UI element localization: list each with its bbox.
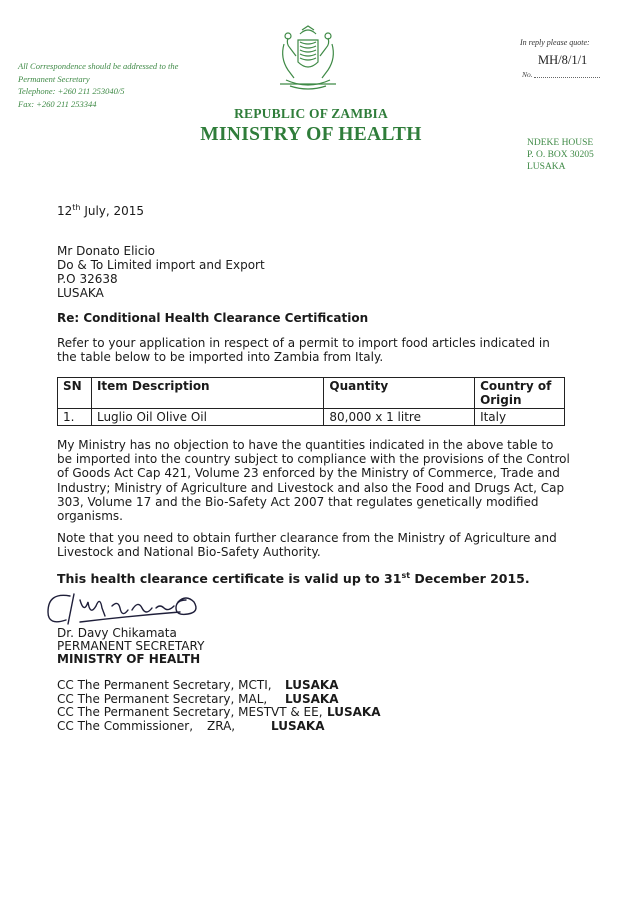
correspondence-line: All Correspondence should be addressed to the: [18, 61, 179, 71]
signer-name: Dr. Davy Chikamata: [57, 626, 177, 640]
recipient-line: LUSAKA: [57, 286, 104, 300]
cc-recipient: CC The Commissioner,: [57, 718, 194, 733]
validity-text: This health clearance certificate is valid up to 31: [57, 571, 402, 586]
signer-title: PERMANENT SECRETARY: [57, 639, 205, 653]
recipient-address: [57, 244, 572, 300]
reference-number: MH/8/1/1: [538, 53, 588, 67]
letter-subject: Re: Conditional Health Clearance Certification: [57, 311, 369, 325]
table-cell: 80,000 x 1 litre: [324, 409, 475, 426]
recipient-line: Do & To Limited import and Export: [57, 258, 265, 272]
date-suffix: th: [72, 203, 81, 212]
letter-date: [57, 204, 572, 218]
paragraph-intro: Refer to your application in respect of a permit to import food articles indicated in the table below to be imported into Zambia from Italy.: [57, 336, 550, 364]
no-field: [522, 70, 602, 80]
cc-recipient: CC The Permanent Secretary, MCTI,: [57, 678, 272, 692]
table-row: [58, 409, 565, 426]
reply-quote-label: In reply please quote:: [520, 38, 590, 47]
items-table: [57, 377, 565, 426]
cc-place: LUSAKA: [327, 705, 381, 719]
date-day: 12: [57, 204, 73, 218]
recipient-line: Mr Donato Elicio: [57, 244, 156, 258]
table-cell: 1.: [58, 409, 92, 426]
validity-end: December 2015.: [410, 571, 530, 586]
correspondence-block: [18, 60, 238, 110]
correspondence-line: Permanent Secretary: [18, 73, 90, 84]
paragraph-no-objection: My Ministry has no objection to have the quantities indicated in the above table to be imported into the country subject to compliance with the provisions of the Control of Goods Act Cap 421, Volume 23 enforced by the Ministry of Commerce, Trade and Industry; Ministry of Agriculture and Livestock and also the Food and Drugs Act, Cap 303, Volume 17 and the Bio-Safety Act 2007 that regulates genetically modified organisms.: [57, 438, 570, 524]
table-cell: Luglio Oil Olive Oil: [91, 409, 323, 426]
correspondence-line: Fax: +260 211 253344: [18, 98, 97, 109]
paragraph-note: Note that you need to obtain further clearance from the Ministry of Agriculture and Livestock and National Bio-Safety Authority.: [57, 531, 557, 559]
table-header-cell: Country of Origin: [475, 378, 565, 409]
no-dotted-line: [534, 77, 600, 78]
signer-block: [57, 627, 572, 666]
coat-of-arms-icon: [272, 24, 344, 96]
cc-agency: ZRA,: [207, 718, 236, 733]
correspondence-line: Telephone: +260 211 253040/5: [18, 86, 125, 96]
address-line: LUSAKA: [527, 162, 566, 172]
signer-organization: MINISTRY OF HEALTH: [57, 652, 201, 666]
table-header-cell: Quantity: [324, 378, 475, 409]
cc-place: LUSAKA: [285, 691, 339, 706]
address-line: NDEKE HOUSE: [527, 138, 594, 148]
table-cell: Italy: [475, 409, 565, 426]
cc-place: LUSAKA: [285, 678, 339, 692]
cc-recipient: CC The Permanent Secretary, MAL,: [57, 691, 268, 706]
republic-heading: REPUBLIC OF ZAMBIA: [234, 106, 388, 121]
cc-recipient: CC The Permanent Secretary, MESTVT & EE,: [57, 705, 323, 719]
address-line: P. O. BOX 30205: [527, 150, 594, 160]
cc-place: LUSAKA: [271, 718, 325, 733]
date-rest: July, 2015: [80, 204, 145, 218]
table-header-row: [58, 378, 565, 409]
recipient-line: P.O 32638: [57, 272, 118, 286]
validity-suffix: st: [401, 570, 411, 580]
ministry-heading: MINISTRY OF HEALTH: [200, 124, 422, 145]
table-header-cell: SN: [58, 378, 92, 409]
ministry-address: [527, 137, 627, 173]
table-header-cell: Item Description: [91, 378, 323, 409]
no-label: No.: [522, 70, 533, 79]
validity-statement: [57, 572, 572, 586]
signature-icon: [40, 586, 220, 630]
